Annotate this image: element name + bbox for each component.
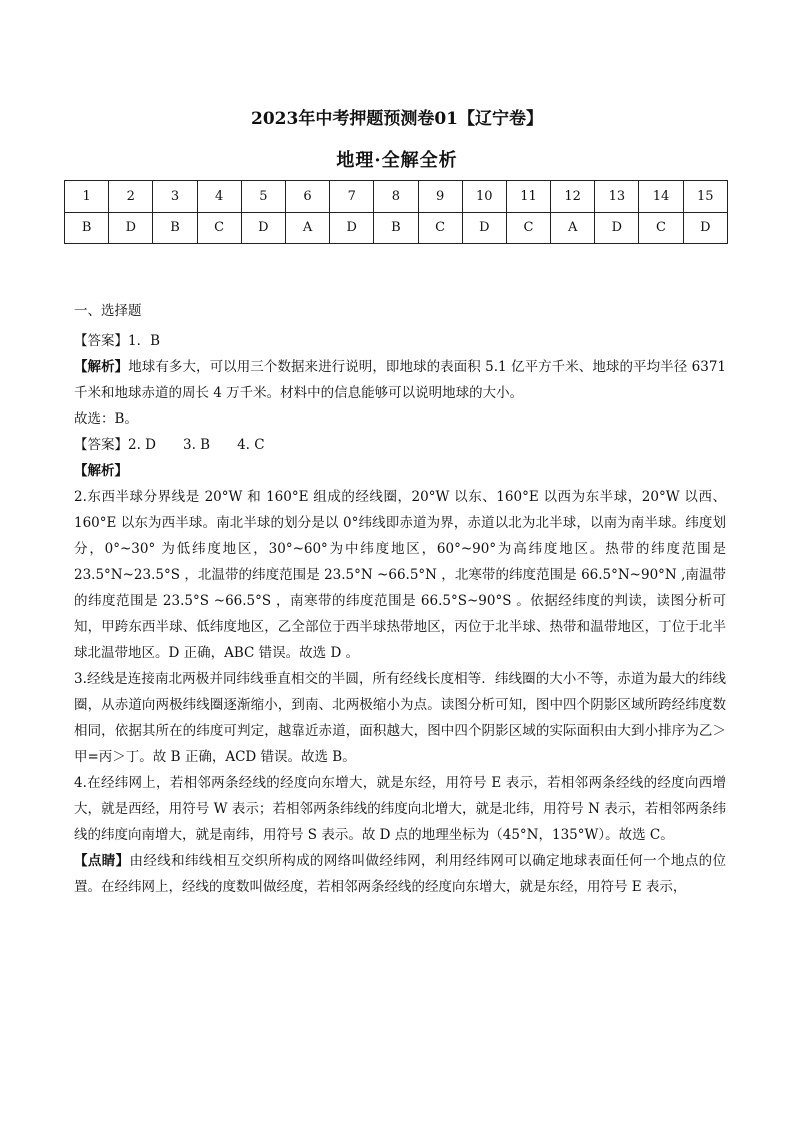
answer-cell: C xyxy=(506,212,550,244)
section-title: 一、选择题 xyxy=(74,303,142,319)
answer-cell: D xyxy=(683,212,727,244)
analysis-paragraph-q3: 3.经线是连接南北两极并同纬线垂直相交的半圆，所有经线长度相等．纬线圈的大小不等，赤道为最大的纬线圈，从赤道向两极纬线圈逐渐缩小，到南、北两极缩小为点。读图分析可知，图中四个阴影区域所跨经纬度数相同，依据其所在的纬度可判定，越靠近赤道，面积越大，图中四个阴影区域的实际面积由大到小排序为乙＞甲=丙＞丁。故 B 正确，ACD 错误。故选 B。 xyxy=(74,671,726,765)
answer-cell: C xyxy=(197,212,241,244)
analysis-heading xyxy=(74,458,726,484)
analysis-tag: 【解析】 xyxy=(74,359,129,375)
solution-body xyxy=(74,298,726,900)
answer-cell: D xyxy=(330,212,374,244)
question-number-cell: 5 xyxy=(241,181,285,213)
answer-tag: 【答案】 xyxy=(74,333,128,349)
question-number-cell: 2 xyxy=(109,181,153,213)
answer-cell: B xyxy=(65,212,109,244)
question-number-cell: 7 xyxy=(330,181,374,213)
analysis-text: 地球有多大，可以用三个数据来进行说明，即地球的表面积 5.1 亿平方千米、地球的平均半径 6371 千米和地球赤道的周长 4 万千米。材料中的信息能够可以说明地球的大小。 xyxy=(74,359,727,401)
point-tag: 【点睛】 xyxy=(74,853,130,869)
answer-line xyxy=(74,328,726,354)
question-number-cell: 3 xyxy=(153,181,197,213)
question-number-cell: 8 xyxy=(374,181,418,213)
point-text: 由经线和纬线相互交织所构成的网络叫做经纬网，利用经纬网可以确定地球表面任何一个地点的位置。在经纬网上，经线的度数叫做经度，若相邻两条经线的经度向东增大，就是东经，用符号 E 表示， xyxy=(74,853,727,895)
answer-table-number-row xyxy=(65,181,728,213)
answer-cell: A xyxy=(551,212,595,244)
answer-cell: B xyxy=(153,212,197,244)
analysis-paragraph-q2: 2.东西半球分界线是 20°W 和 160°E 组成的经线圈，20°W 以东、160°E 以西为东半球，20°W 以西、160°E 以东为西半球。南北半球的划分是以 0°纬线即赤道为界，赤道以北为北半球，以南为南半球。纬度划分，0°~30° 为低纬度地区，30°~60°为中纬度地区，60°~90°为高纬度地区。热带的纬度范围是 23.5°N~23.5°S ，北温带的纬度范围是 23.5°N ~66.5°N ，北寒带的纬度范围是 66.5°N~90°N ,南温带的纬度范围是 23.5°S ~66.5°S ，南寒带的纬度范围是 66.5°S~90°S 。依据经纬度的判读，读图分析可知，甲跨东西半球、低纬度地区，乙全部位于西半球热带地区，丙位于北半球、热带和温带地区，丁位于北半球北温带地区。D 正确，ABC 错误。故选 D 。 xyxy=(74,489,726,661)
answer-cell: D xyxy=(595,212,639,244)
answer-line xyxy=(74,432,726,458)
answer-value: 2. D 3. B 4. C xyxy=(128,437,265,453)
answer-cell: D xyxy=(109,212,153,244)
question-number-cell: 1 xyxy=(65,181,109,213)
analysis-tag: 【解析】 xyxy=(74,463,128,479)
analysis-paragraph-q4: 4.在经纬网上，若相邻两条经线的经度向东增大，就是东经，用符号 E 表示，若相邻两条经线的经度向西增大，就是西经，用符号 W 表示；若相邻两条纬线的纬度向北增大，就是北纬，用符号 N 表示，若相邻两条纬线的纬度向南增大，就是南纬，用符号 S 表示。故 D 点的地理坐标为（45°N，135°W）。故选 C。 xyxy=(74,775,726,843)
exam-title: 2023年中考押题预测卷01【辽宁卷】 xyxy=(251,109,543,129)
answer-cell: B xyxy=(374,212,418,244)
choice-line: 故选：B。 xyxy=(74,411,138,427)
question-number-cell: 10 xyxy=(462,181,506,213)
answer-cell: D xyxy=(462,212,506,244)
answer-table-answer-row xyxy=(65,212,728,244)
question-number-cell: 6 xyxy=(285,181,329,213)
question-number-cell: 11 xyxy=(506,181,550,213)
question-number-cell: 12 xyxy=(551,181,595,213)
question-number-cell: 9 xyxy=(418,181,462,213)
answer-tag: 【答案】 xyxy=(74,437,128,453)
exam-subtitle: 地理·全解全析 xyxy=(336,150,458,171)
answer-cell: C xyxy=(418,212,462,244)
question-number-cell: 4 xyxy=(197,181,241,213)
answer-cell: A xyxy=(285,212,329,244)
question-number-cell: 14 xyxy=(639,181,683,213)
answer-value: 1．B xyxy=(128,333,161,349)
answer-table xyxy=(64,180,728,244)
answer-cell: D xyxy=(241,212,285,244)
answer-cell: C xyxy=(639,212,683,244)
point-paragraph xyxy=(74,848,726,900)
question-number-cell: 13 xyxy=(595,181,639,213)
question-number-cell: 15 xyxy=(683,181,727,213)
analysis-paragraph xyxy=(74,354,726,406)
